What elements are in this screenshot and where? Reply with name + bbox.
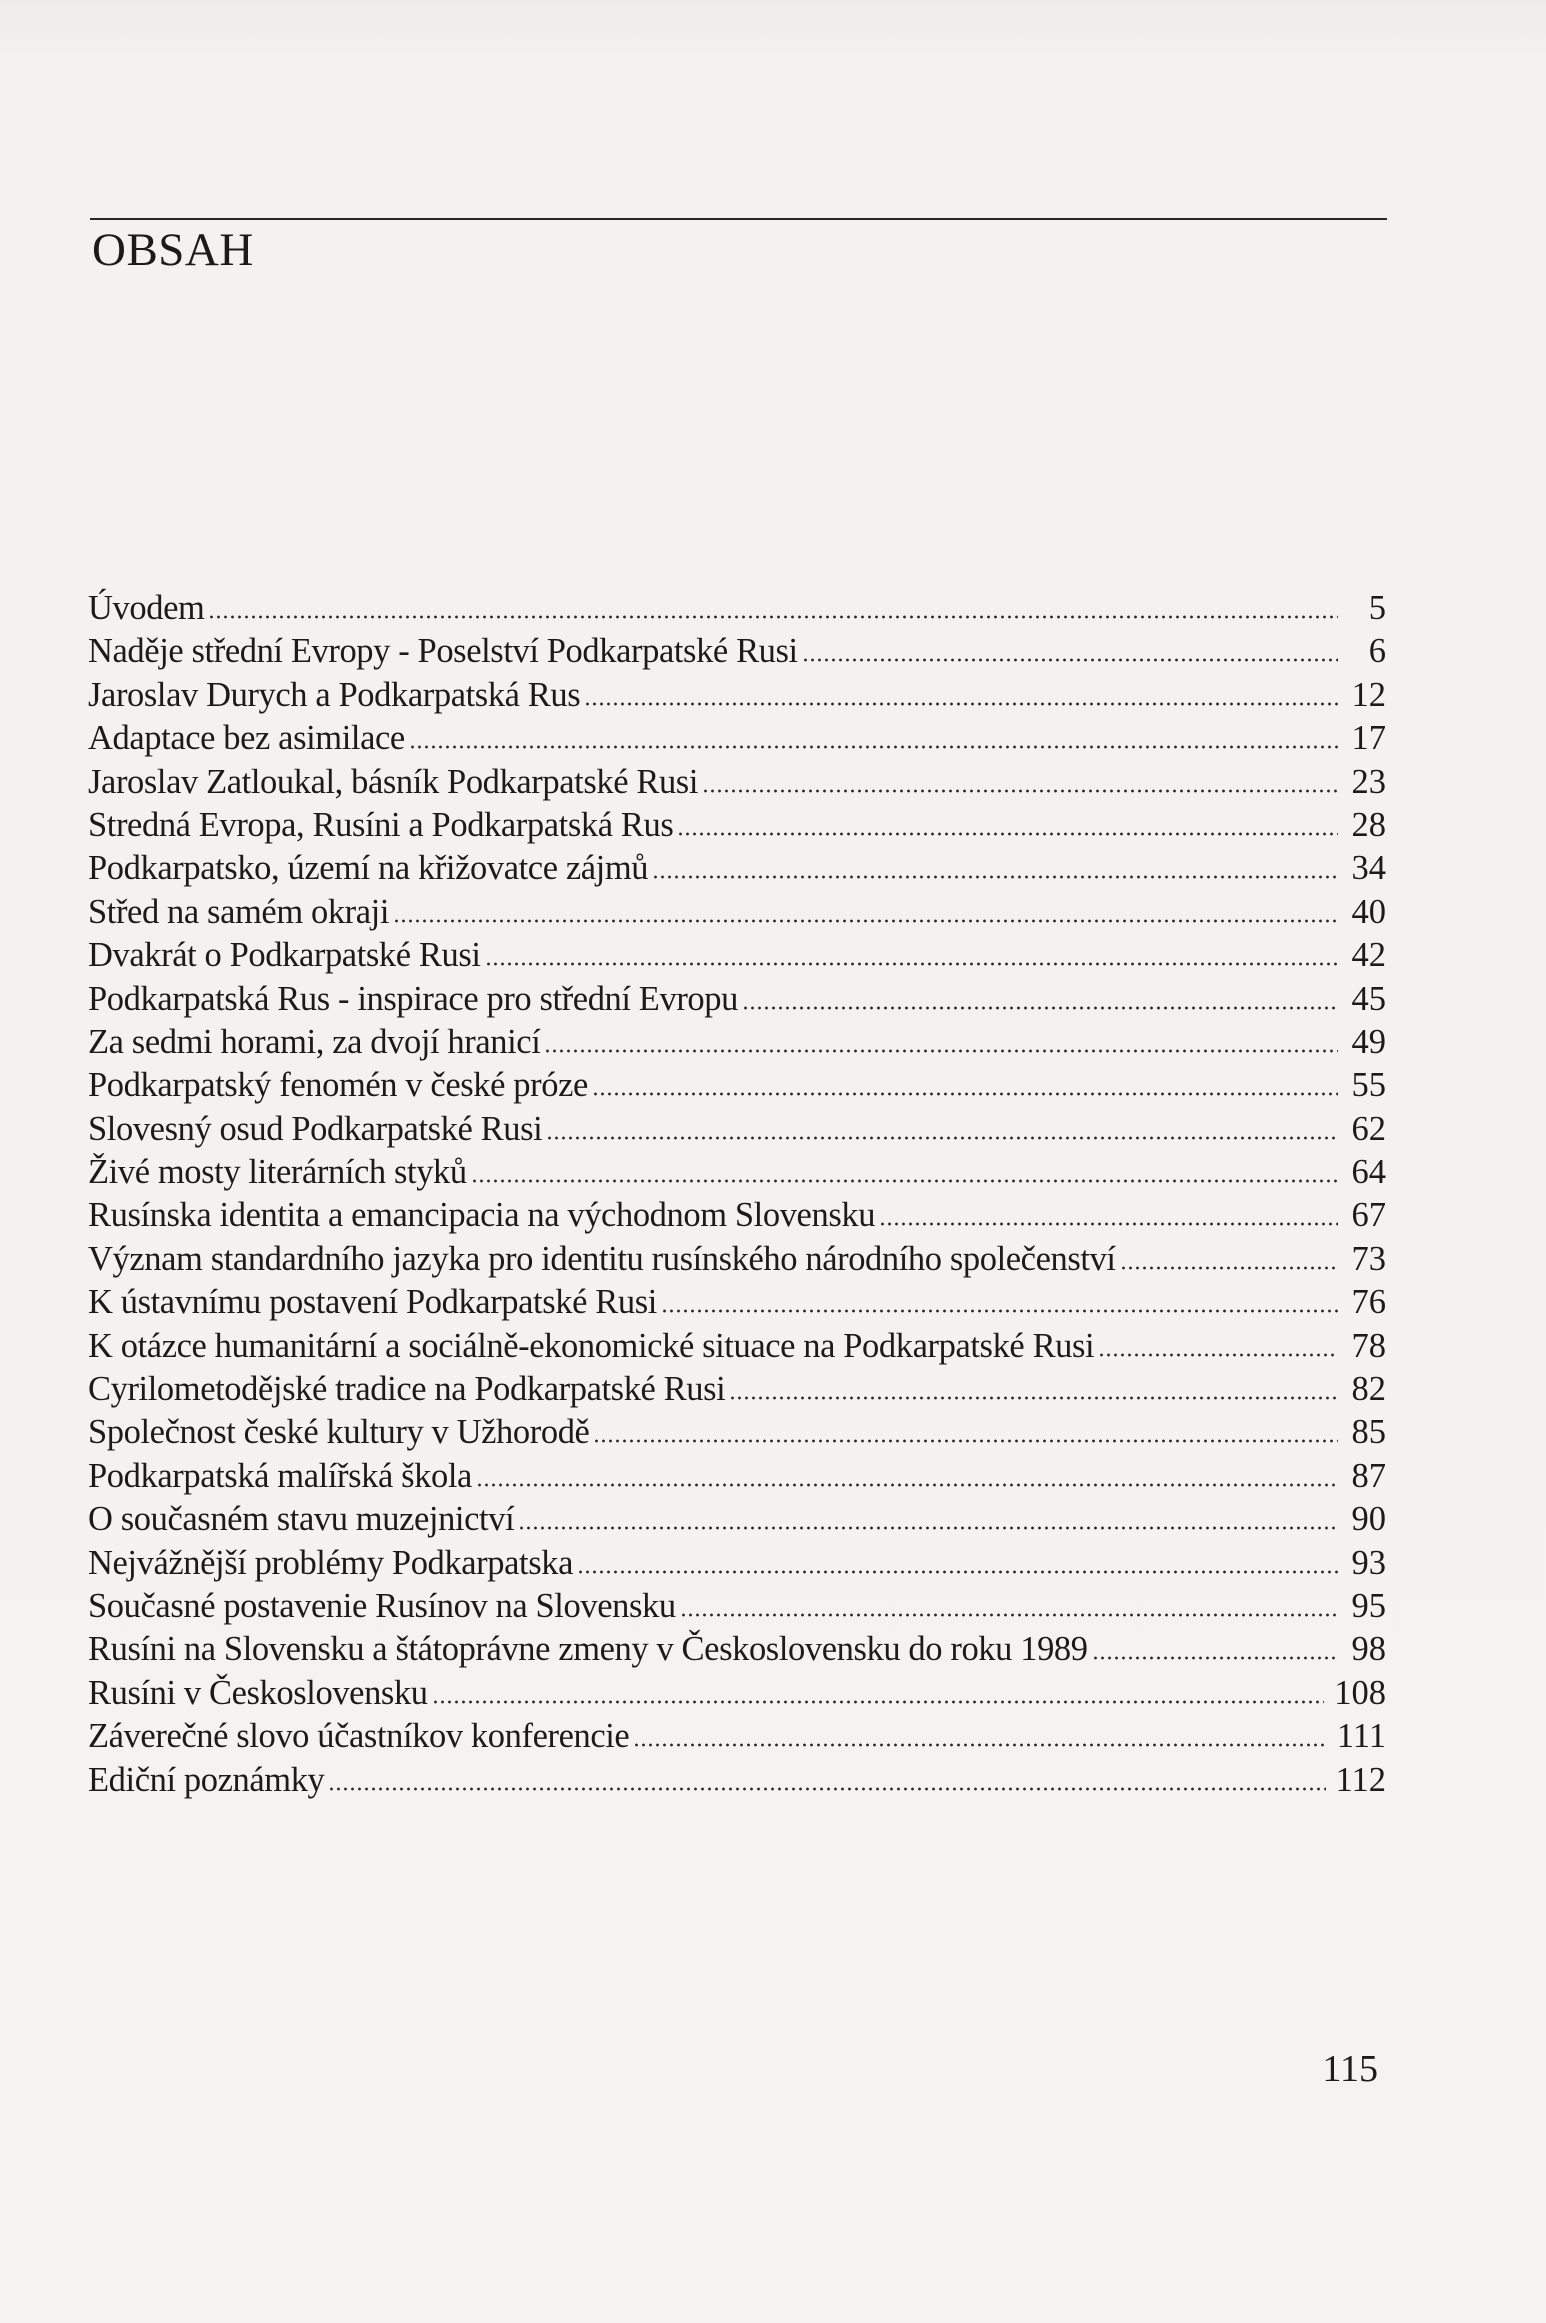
toc-entry-title: Současné postavenie Rusínov na Slovensku xyxy=(88,1586,676,1625)
toc-entry-title: Rusíni v Československu xyxy=(88,1673,428,1712)
toc-entry-page: 93 xyxy=(1351,1543,1386,1582)
header-rule xyxy=(90,218,1387,220)
dot-leader xyxy=(593,1438,1338,1444)
toc-entry xyxy=(88,717,1386,760)
toc-entry-page: 42 xyxy=(1351,936,1386,975)
toc-entry-title: Úvodem xyxy=(88,589,205,627)
toc-entry-title: Rusíni na Slovensku a štátoprávne zmeny v Československu do roku 1989 xyxy=(88,1630,1088,1669)
toc-entry-page: 82 xyxy=(1351,1370,1386,1409)
toc-entry xyxy=(88,1411,1386,1454)
dot-leader xyxy=(680,1612,1338,1618)
dot-leader xyxy=(652,874,1338,880)
toc-entry xyxy=(88,1585,1386,1628)
toc-entry-title: Živé mosty literárních styků xyxy=(88,1153,467,1192)
toc-entry-title: Naděje střední Evropy - Poselství Podkarpatské Rusi xyxy=(88,632,798,671)
toc-entry-page: 34 xyxy=(1351,849,1386,888)
toc-entry xyxy=(88,1064,1386,1107)
toc-entry-title: Dvakrát o Podkarpatské Rusi xyxy=(88,936,481,975)
toc-entry xyxy=(88,891,1386,934)
dot-leader xyxy=(661,1308,1338,1314)
toc-entry xyxy=(88,1759,1386,1802)
toc-entry xyxy=(88,1325,1386,1368)
dot-leader xyxy=(742,1005,1338,1011)
toc-entry-page: 64 xyxy=(1351,1153,1386,1192)
dot-leader xyxy=(409,744,1338,750)
toc-entry-page: 62 xyxy=(1351,1109,1386,1148)
toc-entry-page: 73 xyxy=(1351,1239,1386,1278)
toc-entry xyxy=(88,847,1386,890)
toc-entry-page: 5 xyxy=(1368,589,1386,627)
toc-entry-page: 98 xyxy=(1351,1630,1386,1669)
dot-leader xyxy=(577,1569,1338,1575)
dot-leader xyxy=(802,657,1338,663)
toc-entry-title: Ediční poznámky xyxy=(88,1760,325,1799)
toc-entry xyxy=(88,587,1386,630)
toc-entry xyxy=(88,1368,1386,1411)
toc-entry xyxy=(88,1021,1386,1064)
toc-entry-title: Stredná Evropa, Rusíni a Podkarpatská Rus xyxy=(88,805,674,844)
dot-leader xyxy=(729,1395,1338,1401)
toc-entry-title: Slovesný osud Podkarpatské Rusi xyxy=(88,1109,543,1148)
toc-entry-title: Společnost české kultury v Užhorodě xyxy=(88,1413,590,1452)
toc-entry xyxy=(88,674,1386,717)
toc-entry xyxy=(88,1628,1386,1671)
toc-entry-page: 23 xyxy=(1351,762,1386,801)
dot-leader xyxy=(879,1221,1338,1227)
toc-entry-title: Nejvážnější problémy Podkarpatska xyxy=(88,1543,573,1582)
toc-entry xyxy=(88,1281,1386,1324)
dot-leader xyxy=(476,1482,1338,1488)
toc-entry-page: 17 xyxy=(1351,719,1386,758)
toc-entry-page: 55 xyxy=(1351,1066,1386,1105)
toc-entry-title: Záverečné slovo účastníkov konferencie xyxy=(88,1717,630,1756)
dot-leader xyxy=(208,614,1338,620)
toc-entry-page: 6 xyxy=(1368,632,1386,671)
toc-entry xyxy=(88,804,1386,847)
toc-entry xyxy=(88,1715,1386,1758)
toc-entry-page: 95 xyxy=(1351,1586,1386,1625)
toc-entry-page: 87 xyxy=(1351,1456,1386,1495)
dot-leader xyxy=(432,1699,1325,1705)
dot-leader xyxy=(393,918,1338,924)
toc-entry-page: 78 xyxy=(1351,1326,1386,1365)
toc-entry-page: 85 xyxy=(1351,1413,1386,1452)
toc-entry xyxy=(88,630,1386,673)
dot-leader xyxy=(584,701,1338,707)
toc-entry-title: Podkarpatská Rus - inspirace pro střední Evropu xyxy=(88,979,738,1018)
toc-entry xyxy=(88,1194,1386,1237)
toc-entry-title: Podkarpatský fenomén v české próze xyxy=(88,1066,588,1105)
toc-entry-title: Podkarpatská malířská škola xyxy=(88,1456,472,1495)
toc-entry-title: O současném stavu muzejnictví xyxy=(88,1500,515,1539)
toc-entry-title: Střed na samém okraji xyxy=(88,892,390,931)
dot-leader xyxy=(677,831,1338,837)
dot-leader xyxy=(546,1135,1338,1141)
toc-entry xyxy=(88,1151,1386,1194)
table-of-contents xyxy=(88,587,1386,1802)
toc-entry-title: K ústavnímu postavení Podkarpatské Rusi xyxy=(88,1283,657,1322)
dot-leader xyxy=(592,1091,1338,1097)
dot-leader xyxy=(1120,1265,1338,1271)
page-title: OBSAH xyxy=(92,224,254,276)
toc-entry-page: 90 xyxy=(1351,1500,1386,1539)
toc-entry xyxy=(88,1108,1386,1151)
toc-entry-title: Podkarpatsko, území na křižovatce zájmů xyxy=(88,849,649,888)
toc-entry-page: 112 xyxy=(1335,1760,1386,1799)
toc-entry xyxy=(88,978,1386,1021)
toc-entry xyxy=(88,934,1386,977)
toc-entry-title: Jaroslav Durych a Podkarpatská Rus xyxy=(88,675,581,714)
toc-entry-page: 108 xyxy=(1334,1673,1386,1712)
dot-leader xyxy=(544,1048,1338,1054)
dot-leader xyxy=(471,1178,1338,1184)
dot-leader xyxy=(1098,1352,1338,1358)
dot-leader xyxy=(702,788,1338,794)
toc-entry xyxy=(88,1238,1386,1281)
toc-entry xyxy=(88,1498,1386,1541)
toc-entry-page: 40 xyxy=(1351,892,1386,931)
toc-entry-page: 111 xyxy=(1336,1717,1386,1756)
toc-entry-title: Jaroslav Zatloukal, básník Podkarpatské Rusi xyxy=(88,762,699,801)
toc-entry-page: 49 xyxy=(1351,1022,1386,1061)
toc-entry-page: 12 xyxy=(1351,675,1386,714)
dot-leader xyxy=(518,1525,1338,1531)
toc-entry-title: Adaptace bez asimilace xyxy=(88,719,405,758)
dot-leader xyxy=(328,1786,1325,1792)
toc-entry-page: 45 xyxy=(1351,979,1386,1018)
toc-entry-title: K otázce humanitární a sociálně-ekonomické situace na Podkarpatské Rusi xyxy=(88,1326,1095,1365)
dot-leader xyxy=(485,961,1338,967)
toc-entry-title: Cyrilometodějské tradice na Podkarpatské Rusi xyxy=(88,1370,726,1409)
toc-entry-page: 67 xyxy=(1351,1196,1386,1235)
toc-entry-title: Za sedmi horami, za dvojí hranicí xyxy=(88,1022,541,1061)
dot-leader xyxy=(1092,1655,1338,1661)
page-number: 115 xyxy=(1322,2048,1378,2090)
toc-entry-title: Rusínska identita a emancipacia na východnom Slovensku xyxy=(88,1196,876,1235)
toc-entry-page: 28 xyxy=(1351,805,1386,844)
toc-entry-title: Význam standardního jazyka pro identitu rusínského národního společenství xyxy=(88,1239,1116,1278)
toc-entry xyxy=(88,1542,1386,1585)
dot-leader xyxy=(633,1742,1326,1748)
toc-entry-page: 76 xyxy=(1351,1283,1386,1322)
toc-entry xyxy=(88,761,1386,804)
toc-entry xyxy=(88,1455,1386,1498)
toc-entry xyxy=(88,1672,1386,1715)
